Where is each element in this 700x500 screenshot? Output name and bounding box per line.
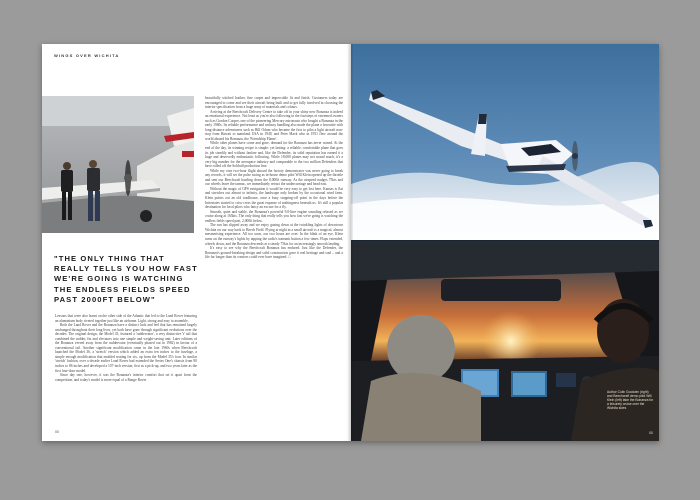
page-number-right: 00 (649, 431, 653, 435)
photo-caption: Author Colin Goodwin (right) and Beechcraft demo pilot Will Klein (left) take the Bonanza for a leisurely cruise over the Wichita skies (607, 390, 654, 411)
paragraph: The sun has slipped away and we enjoy gazing down at the twinkling lights of downtown Wichita on our way back to Beech Field. Flying at night in a small aircraft is a magical, almost mesmerising experience. All too soon, our two hours are over. In the blink of an eye, Klein turns on the runway's lights by tapping the radio's transmit button a few times. Flaps extended, wheels down, and the Bonanza descends at a steady 75kts for an increasingly smooth landing. (205, 223, 343, 246)
body-column-left (55, 314, 197, 436)
paragraph: Arriving at the Beechcraft Delivery Centre to take off in your shiny new Bonanza is indeed an emotional experience. Not least as you're also following in the footsteps of esteemed owners such as Gordon Cooper, one of the pioneering Mercury astronauts who bought a Bonanza in the early 1960s. Its reliable performance and unfussy handling also made the plane a favourite with long-distance adventurers such as Bill Odom who became the first to pilot a light aircraft non-stop from Hawaii to mainland USA in 1949, and Peter Mack who in 1951 flew around the world aboard his Bonanza, the 'Friendship Flame'. (205, 109, 343, 141)
paragraph: Without the magic of GPS navigation it would be very easy to get lost here. Kansas is flat and stretches out almost to infinity, the landscape only broken by the occasional wind farm. Klein points out an old roadhouse, once a busy stopping-off point in the days before the Interstates started to criss-cross the great expanse of nothingness beneath us. It's still a popular destination for local pilots who fancy an excuse for a fly. (205, 186, 343, 210)
body-column-right (205, 96, 343, 436)
in-flight-photo (351, 44, 659, 240)
running-head: WINGS OVER WICHITA (54, 53, 120, 58)
paragraph: Lessons that were also learnt on the other side of the Atlantic that led to the Land Rover featuring an aluminium body riveted together just like an airframe. Light, strong and easy to assemble. (55, 314, 197, 323)
paragraph: While my own two-hour flight aboard the factory demonstrator was never going to break any records, it will set the pulse racing as in-house demo pilot Will Klein opened up the throttle and sent our Beechcraft hurtling down the 8,000ft runway. As the airspeed nudges 75kts and our wheels leave the tarmac, we immediately retract the undercarriage and head east. (205, 168, 343, 187)
right-page (351, 44, 659, 441)
paragraph: beautifully stitched leather, fine carpet and impeccable fit and finish. Customers today are encouraged to come and see their aircraft being built and to get fully involved in choosing the interior specification from a huge array of materials and colours. (205, 96, 343, 110)
hangar-photo (42, 96, 194, 233)
paragraph: While other planes have come and gone, demand for the Bonanza has never waned. At the end of the day, its winning recipe is simple: yet lasting: a reliable, comfortable plane that goes its job steadily and without fanfare and, like the Defender, its solid reputation has earned it a huge and deservedly enthusiastic following. While 18,000 planes may not sound much, it's a very big number for the aerospace industry and comparable to the two million Defenders that have rolled off the Solihull production line. (205, 141, 343, 169)
pull-quote: "THE ONLY THING THAT REALLY TELLS YOU HOW FAST WE'RE GOING IS WATCHING THE ENDLESS FIELDS SPEED PAST 2000FT BELOW" (54, 254, 198, 304)
paragraph: Both the Land Rover and the Bonanza have a distinct look and feel that has remained largely unchanged throughout their long lives, yet both have gone through significant evolutions over the decades. The original design, the Model 35, featured a 'ruddervator', a very distinctive V tail that combined the rudder, fin and elevators into one simple and weight-saving unit. Later editions of the Bonanza veered away from the ruddervator (eventually phased out in 1982) in favour of a conventional tail. Another significant modification came in the late 1960s when Beechcraft launched the Model 36, a 'stretch' version which added an extra ten inches to the fuselage, a simple enough modification that enabled seating for six, up from the Model 35's four. In similar 'stretch' fashion, over a decade earlier Land Rover had extended the Series One's chassis from 80 inches to 86 inches and developed a 107-inch version, first as a pick-up, and two years later as the first four-door model. (55, 323, 197, 373)
page-number-left: 00 (55, 430, 59, 434)
cockpit-photo (351, 241, 659, 441)
paragraph: It's easy to see why the Beechcraft Bonanza has endured. Just like the Defender, the Bonanza's ground-breaking design and solid construction gave it real heritage and soul – and a life far longer than its creators could ever have imagined. □ (205, 246, 343, 260)
magazine-spread (42, 44, 659, 441)
paragraph: Smooth, quiet and stable, the Bonanza's powerful 9.0-litre engine sounding relaxed as we cruise along at 165kts. The only thing that really tells you how fast we're going is watching the endless fields speed past, 2,000ft below. (205, 209, 343, 223)
left-page (42, 44, 351, 441)
gutter-shadow (347, 44, 353, 441)
paragraph: Since day one, however, it was the Bonanza's interior comfort that set it apart from the competition, and today's model is more equal of a Range Rover (55, 373, 197, 382)
